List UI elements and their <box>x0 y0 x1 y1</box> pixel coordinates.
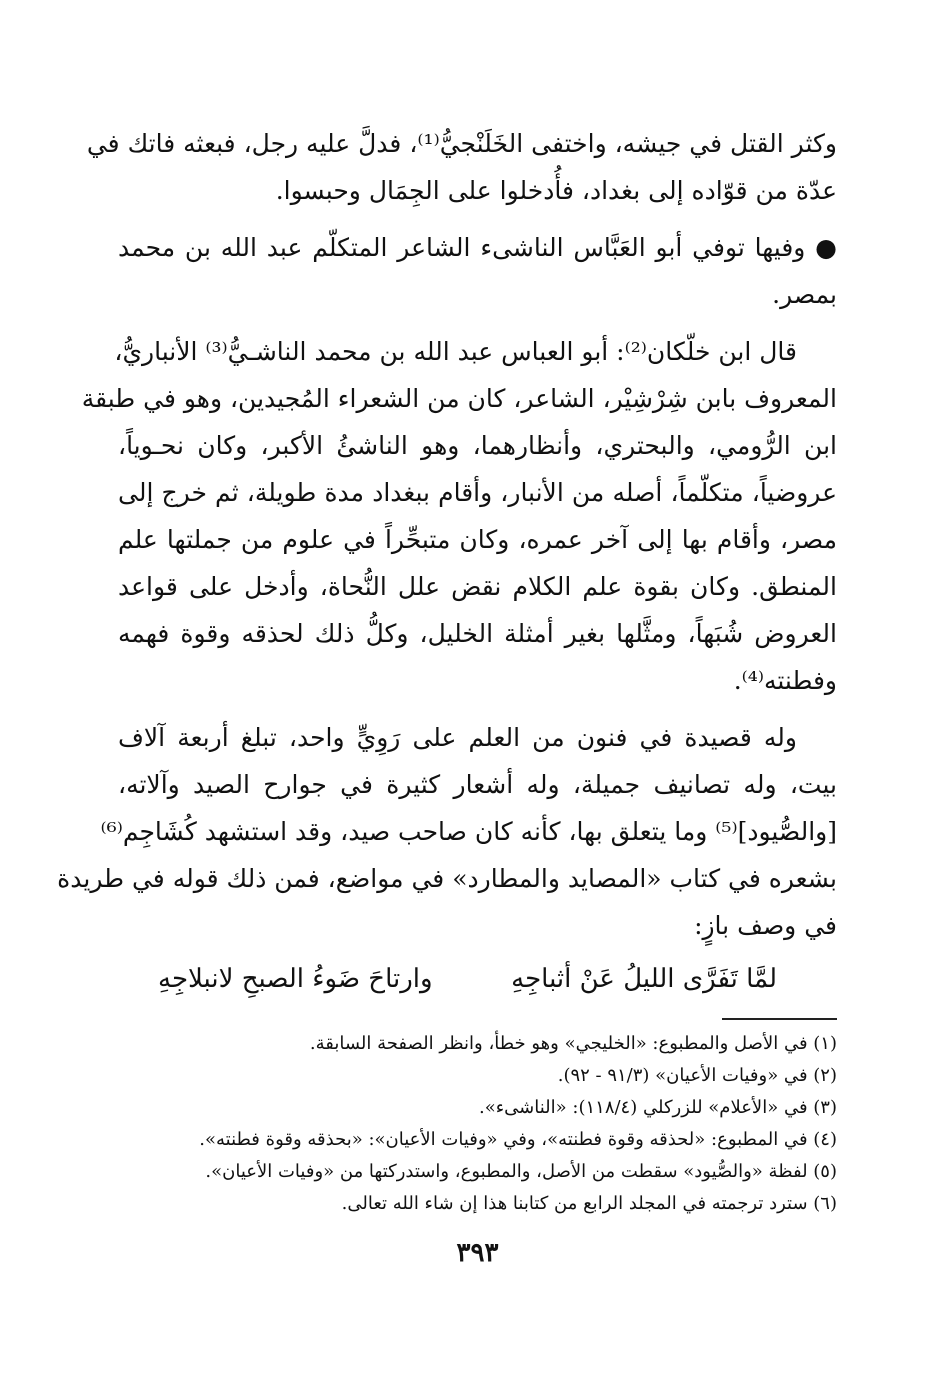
text-line: ● وفيها توفي أبو العَبَّاس الناشىء الشاعر المتكلّم عبد الله بن محمد <box>118 233 837 262</box>
paragraph-2 <box>118 224 837 318</box>
main-text <box>57 120 837 1268</box>
text-line: وكثر القتل في جيشه، واختفى الخَلَنْجيُّ⁽¹⁾، فدلَّ عليه رجل، فبعثه فاتك في <box>86 129 837 158</box>
text-line: عروضياً، متكلّماً، أصله من الأنبار، وأقام ببغداد مدة طويلة، ثم خرج إلى <box>118 478 837 507</box>
footnote-2: (٢) في «وفيات الأعيان» (٩١/٣ - ٩٢). <box>557 1065 837 1086</box>
paragraph-1 <box>86 120 837 214</box>
paragraph-3 <box>81 328 837 704</box>
footnote-4: (٤) في المطبوع: «لحذقه وقوة فطنته»، وفي «وفيات الأعيان»: «بحذقه وقوة فطنته». <box>199 1129 837 1150</box>
text-line: في وصف بازٍ: <box>694 911 837 940</box>
text-line: بيت، وله تصانيف جميلة، وله أشعار كثيرة في جوارح الصيد وآلاته، <box>118 770 837 799</box>
footnotes <box>118 1028 837 1220</box>
footnote-1: (١) في الأصل والمطبوع: «الخليجي» وهو خطأ، وانظر الصفحة السابقة. <box>309 1033 837 1054</box>
paragraph-4 <box>57 714 837 949</box>
footnote-3: (٣) في «الأعلام» للزركلي (١١٨/٤): «الناشىء». <box>478 1097 837 1118</box>
footnote-divider <box>722 1018 837 1020</box>
text-line: المنطق. وكان بقوة علم الكلام نقض علل النُّحاة، وأدخل على قواعد <box>118 572 837 601</box>
text-line: وله قصيدة في فنون من العلم على رَوِيٍّ واحد، تبلغ أربعة آلاف <box>118 723 797 752</box>
footnote-6: (٦) سترد ترجمته في المجلد الرابع من كتابنا هذا إن شاء الله تعالى. <box>341 1193 837 1214</box>
footnote-5: (٥) لفظة «والصُّيود» سقطت من الأصل، والمطبوع، واستدركتها من «وفيات الأعيان». <box>205 1161 837 1182</box>
text-line: وفطنته⁽⁴⁾. <box>733 666 837 695</box>
text-line: المعروف بابن شِرْشِيْر، الشاعر، كان من الشعراء المُجيدين، وهو في طبقة <box>81 384 837 413</box>
verse-hemistich-1: لمَّا تَفَرَّى الليلُ عَنْ أثباجِهِ <box>511 964 777 994</box>
page-number: ٣٩٣ <box>456 1238 499 1268</box>
text-line: بمصر. <box>772 280 837 309</box>
text-line: بشعره في كتاب «المصايد والمطارد» في مواضع، فمن ذلك قوله في طريدة <box>57 864 837 893</box>
text-line: العروض شُبَهاً، ومثَّلها بغير أمثلة الخليل، وكلُّ ذلك لحذقه وقوة فهمه <box>118 619 837 648</box>
text-line: قال ابن خلّكان⁽²⁾: أبو العباس عبد الله بن محمد الناشـيُّ⁽³⁾ الأنباريُّ، <box>114 337 797 366</box>
verse-hemistich-2: وارتاحَ ضَوءُ الصبحِ لانبلاجِهِ <box>158 964 433 994</box>
verse <box>118 953 837 1005</box>
text-line: مصر، وأقام بها إلى آخر عمره، وكان متبحِّراً في علوم من جملتها علم <box>118 525 837 554</box>
text-line: [والصُّيود]⁽⁵⁾ وما يتعلق بها، كأنه كان صاحب صيد، وقد استشهد كُشَاجِم⁽⁶⁾ <box>100 817 837 846</box>
text-line: عدّة من قوّاده إلى بغداد، فأُدخلوا على الجِمَال وحبسوا. <box>275 176 837 205</box>
text-line: ابن الرُّومي، والبحتري، وأنظارهما، وهو الناشئُ الأكبر، وكان نحـوياً، <box>118 431 837 460</box>
